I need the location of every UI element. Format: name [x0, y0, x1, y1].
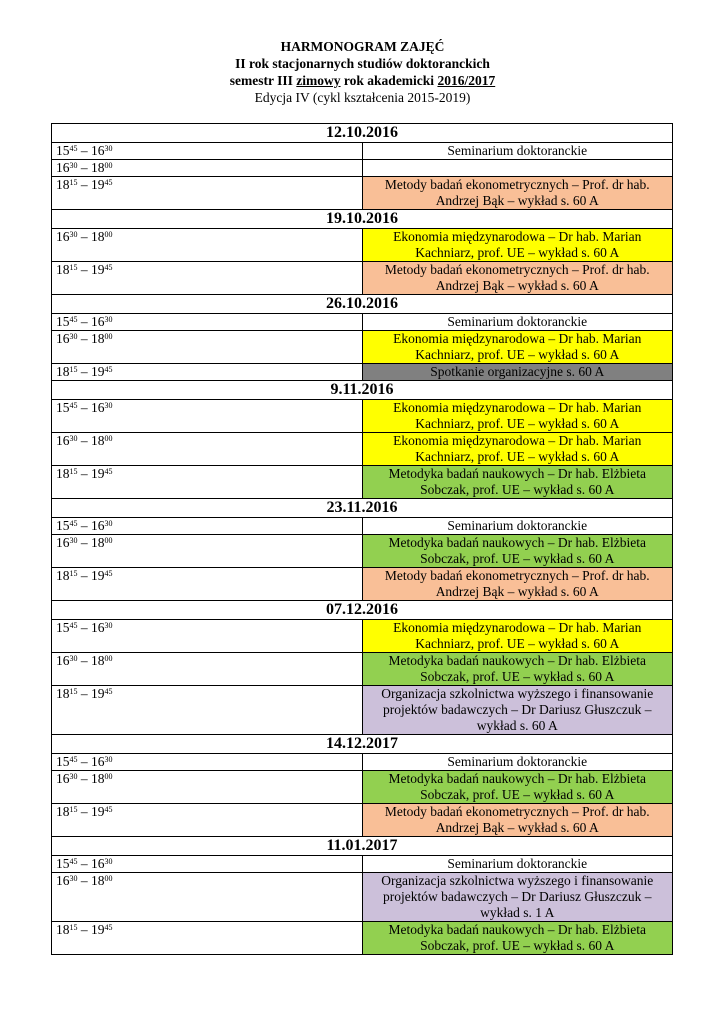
start-hour: 18	[56, 686, 70, 701]
start-hour: 16	[56, 160, 70, 175]
start-hour: 16	[56, 771, 70, 786]
session-row	[52, 856, 673, 873]
end-minute: 00	[104, 535, 113, 545]
date-heading: 9.11.2016	[52, 381, 673, 400]
session-row	[52, 177, 673, 210]
session-row	[52, 518, 673, 535]
start-hour: 15	[56, 754, 70, 769]
start-minute: 30	[69, 873, 78, 883]
start-minute: 15	[69, 177, 78, 187]
session-description: Metodyka badań naukowych – Dr hab. Elżbieta Sobczak, prof. UE – wykład s. 60 A	[362, 466, 673, 499]
start-hour: 18	[56, 262, 70, 277]
start-minute: 30	[69, 653, 78, 663]
session-description: Metodyka badań naukowych – Dr hab. Elżbieta Sobczak, prof. UE – wykład s. 60 A	[362, 535, 673, 568]
date-heading: 12.10.2016	[52, 124, 673, 143]
session-description: Metody badań ekonometrycznych – Prof. dr hab. Andrzej Bąk – wykład s. 60 A	[362, 262, 673, 295]
start-hour: 18	[56, 568, 70, 583]
session-time: $16^{30} - 18^{00}$	[52, 771, 363, 804]
start-hour: 15	[56, 143, 70, 158]
session-description: Ekonomia międzynarodowa – Dr hab. Marian Kachniarz, prof. UE – wykład s. 60 A	[362, 400, 673, 433]
start-minute: 45	[69, 620, 78, 630]
session-time: $18^{15} - 19^{45}$	[52, 568, 363, 601]
session-time: $15^{45} - 16^{30}$	[52, 143, 363, 160]
session-row	[52, 804, 673, 837]
end-hour: 19	[91, 177, 105, 192]
end-minute: 00	[104, 873, 113, 883]
academic-year: 2016/2017	[437, 73, 496, 88]
date-row	[52, 499, 673, 518]
end-hour: 19	[91, 686, 105, 701]
session-time: $18^{15} - 19^{45}$	[52, 466, 363, 499]
session-row	[52, 535, 673, 568]
session-row	[52, 331, 673, 364]
start-hour: 18	[56, 466, 70, 481]
start-minute: 30	[69, 535, 78, 545]
start-minute: 30	[69, 160, 78, 170]
session-row	[52, 873, 673, 922]
start-minute: 15	[69, 466, 78, 476]
session-row	[52, 143, 673, 160]
session-time: $18^{15} - 19^{45}$	[52, 686, 363, 735]
end-hour: 18	[91, 331, 105, 346]
session-description: Seminarium doktoranckie	[362, 856, 673, 873]
start-minute: 15	[69, 922, 78, 932]
end-minute: 45	[104, 466, 113, 476]
end-hour: 19	[91, 364, 105, 379]
session-description: Metodyka badań naukowych – Dr hab. Elżbieta Sobczak, prof. UE – wykład s. 60 A	[362, 653, 673, 686]
date-row	[52, 601, 673, 620]
date-heading: 07.12.2016	[52, 601, 673, 620]
start-minute: 45	[69, 314, 78, 324]
start-hour: 16	[56, 433, 70, 448]
session-time: $15^{45} - 16^{30}$	[52, 518, 363, 535]
end-hour: 18	[91, 160, 105, 175]
schedule-table	[51, 123, 673, 955]
start-minute: 45	[69, 754, 78, 764]
edition-line: Edycja IV (cykl kształcenia 2015-2019)	[254, 90, 471, 105]
session-description: Organizacja szkolnictwa wyższego i finansowanie projektów badawczych – Dr Dariusz Głuszczuk – wykład s. 60 A	[362, 686, 673, 735]
session-description: Metody badań ekonometrycznych – Prof. dr hab. Andrzej Bąk – wykład s. 60 A	[362, 568, 673, 601]
session-description: Seminarium doktoranckie	[362, 518, 673, 535]
start-minute: 45	[69, 143, 78, 153]
session-time: $18^{15} - 19^{45}$	[52, 922, 363, 955]
end-hour: 16	[91, 518, 105, 533]
session-time: $16^{30} - 18^{00}$	[52, 535, 363, 568]
end-hour: 16	[91, 620, 105, 635]
start-minute: 45	[69, 518, 78, 528]
start-hour: 18	[56, 177, 70, 192]
session-time: $16^{30} - 18^{00}$	[52, 433, 363, 466]
end-minute: 30	[104, 856, 113, 866]
date-row	[52, 210, 673, 229]
start-minute: 15	[69, 262, 78, 272]
end-minute: 00	[104, 771, 113, 781]
start-minute: 30	[69, 229, 78, 239]
session-time: $16^{30} - 18^{00}$	[52, 873, 363, 922]
session-time: $16^{30} - 18^{00}$	[52, 160, 363, 177]
start-minute: 30	[69, 771, 78, 781]
end-minute: 45	[104, 922, 113, 932]
session-row	[52, 262, 673, 295]
start-minute: 45	[69, 400, 78, 410]
session-time: $15^{45} - 16^{30}$	[52, 314, 363, 331]
session-time: $15^{45} - 16^{30}$	[52, 400, 363, 433]
end-minute: 30	[104, 314, 113, 324]
session-row	[52, 160, 673, 177]
end-hour: 16	[91, 400, 105, 415]
end-hour: 19	[91, 804, 105, 819]
end-minute: 00	[104, 229, 113, 239]
session-row	[52, 364, 673, 381]
end-hour: 19	[91, 568, 105, 583]
end-hour: 19	[91, 466, 105, 481]
session-row	[52, 314, 673, 331]
session-row	[52, 754, 673, 771]
start-minute: 30	[69, 433, 78, 443]
start-hour: 15	[56, 314, 70, 329]
session-description: Ekonomia międzynarodowa – Dr hab. Marian Kachniarz, prof. UE – wykład s. 60 A	[362, 331, 673, 364]
start-hour: 16	[56, 535, 70, 550]
session-description: Seminarium doktoranckie	[362, 143, 673, 160]
end-minute: 30	[104, 754, 113, 764]
session-description: Metodyka badań naukowych – Dr hab. Elżbieta Sobczak, prof. UE – wykład s. 60 A	[362, 771, 673, 804]
session-description: Ekonomia międzynarodowa – Dr hab. Marian Kachniarz, prof. UE – wykład s. 60 A	[362, 433, 673, 466]
end-hour: 18	[91, 771, 105, 786]
start-minute: 45	[69, 856, 78, 866]
end-minute: 45	[104, 364, 113, 374]
session-description: Ekonomia międzynarodowa – Dr hab. Marian Kachniarz, prof. UE – wykład s. 60 A	[362, 229, 673, 262]
document-header	[0, 38, 725, 106]
end-hour: 18	[91, 433, 105, 448]
session-row	[52, 568, 673, 601]
end-hour: 18	[91, 873, 105, 888]
end-hour: 18	[91, 653, 105, 668]
date-heading: 11.01.2017	[52, 837, 673, 856]
end-hour: 16	[91, 314, 105, 329]
session-description: Seminarium doktoranckie	[362, 314, 673, 331]
session-time: $15^{45} - 16^{30}$	[52, 620, 363, 653]
year-label: rok akademicki	[340, 73, 438, 88]
end-minute: 45	[104, 686, 113, 696]
session-time: $18^{15} - 19^{45}$	[52, 177, 363, 210]
start-hour: 16	[56, 653, 70, 668]
session-row	[52, 653, 673, 686]
end-minute: 30	[104, 400, 113, 410]
start-hour: 18	[56, 922, 70, 937]
start-hour: 16	[56, 229, 70, 244]
end-hour: 19	[91, 922, 105, 937]
end-hour: 18	[91, 535, 105, 550]
date-heading: 26.10.2016	[52, 295, 673, 314]
session-description: Organizacja szkolnictwa wyższego i finansowanie projektów badawczych – Dr Dariusz Głuszczuk – wykład s. 1 A	[362, 873, 673, 922]
date-row	[52, 735, 673, 754]
end-minute: 30	[104, 620, 113, 630]
session-time: $18^{15} - 19^{45}$	[52, 804, 363, 837]
semester-label: semestr III	[229, 73, 297, 88]
date-row	[52, 381, 673, 400]
start-hour: 15	[56, 400, 70, 415]
end-minute: 45	[104, 804, 113, 814]
session-time: $16^{30} - 18^{00}$	[52, 653, 363, 686]
session-time: $18^{15} - 19^{45}$	[52, 364, 363, 381]
start-minute: 15	[69, 568, 78, 578]
document-subtitle: II rok stacjonarnych studiów doktoranckich	[235, 56, 490, 71]
start-hour: 15	[56, 856, 70, 871]
session-description: Metody badań ekonometrycznych – Prof. dr hab. Andrzej Bąk – wykład s. 60 A	[362, 177, 673, 210]
semester-line	[0, 72, 725, 89]
session-description	[362, 160, 673, 177]
start-minute: 15	[69, 364, 78, 374]
document-title: HARMONOGRAM ZAJĘĆ	[280, 39, 445, 54]
end-minute: 45	[104, 262, 113, 272]
end-hour: 16	[91, 754, 105, 769]
start-hour: 16	[56, 331, 70, 346]
date-heading: 19.10.2016	[52, 210, 673, 229]
session-row	[52, 433, 673, 466]
session-row	[52, 771, 673, 804]
session-description: Seminarium doktoranckie	[362, 754, 673, 771]
date-row	[52, 124, 673, 143]
end-minute: 45	[104, 568, 113, 578]
session-time: $15^{45} - 16^{30}$	[52, 856, 363, 873]
end-hour: 18	[91, 229, 105, 244]
start-minute: 30	[69, 331, 78, 341]
session-time: $16^{30} - 18^{00}$	[52, 331, 363, 364]
date-heading: 23.11.2016	[52, 499, 673, 518]
session-row	[52, 620, 673, 653]
session-row	[52, 229, 673, 262]
end-minute: 00	[104, 160, 113, 170]
session-time: $16^{30} - 18^{00}$	[52, 229, 363, 262]
session-description: Ekonomia międzynarodowa – Dr hab. Marian Kachniarz, prof. UE – wykład s. 60 A	[362, 620, 673, 653]
date-row	[52, 295, 673, 314]
end-minute: 00	[104, 331, 113, 341]
session-row	[52, 686, 673, 735]
end-hour: 16	[91, 143, 105, 158]
start-minute: 15	[69, 686, 78, 696]
session-row	[52, 400, 673, 433]
start-hour: 18	[56, 364, 70, 379]
session-row	[52, 466, 673, 499]
end-hour: 19	[91, 262, 105, 277]
semester-season: zimowy	[296, 73, 341, 88]
end-minute: 00	[104, 433, 113, 443]
end-minute: 30	[104, 518, 113, 528]
start-hour: 15	[56, 620, 70, 635]
end-minute: 30	[104, 143, 113, 153]
session-description: Metodyka badań naukowych – Dr hab. Elżbieta Sobczak, prof. UE – wykład s. 60 A	[362, 922, 673, 955]
start-hour: 16	[56, 873, 70, 888]
date-row	[52, 837, 673, 856]
end-hour: 16	[91, 856, 105, 871]
session-row	[52, 922, 673, 955]
session-description: Spotkanie organizacyjne s. 60 A	[362, 364, 673, 381]
end-minute: 00	[104, 653, 113, 663]
session-description: Metody badań ekonometrycznych – Prof. dr hab. Andrzej Bąk – wykład s. 60 A	[362, 804, 673, 837]
session-time: $15^{45} - 16^{30}$	[52, 754, 363, 771]
end-minute: 45	[104, 177, 113, 187]
session-time: $18^{15} - 19^{45}$	[52, 262, 363, 295]
start-hour: 15	[56, 518, 70, 533]
start-hour: 18	[56, 804, 70, 819]
date-heading: 14.12.2017	[52, 735, 673, 754]
start-minute: 15	[69, 804, 78, 814]
